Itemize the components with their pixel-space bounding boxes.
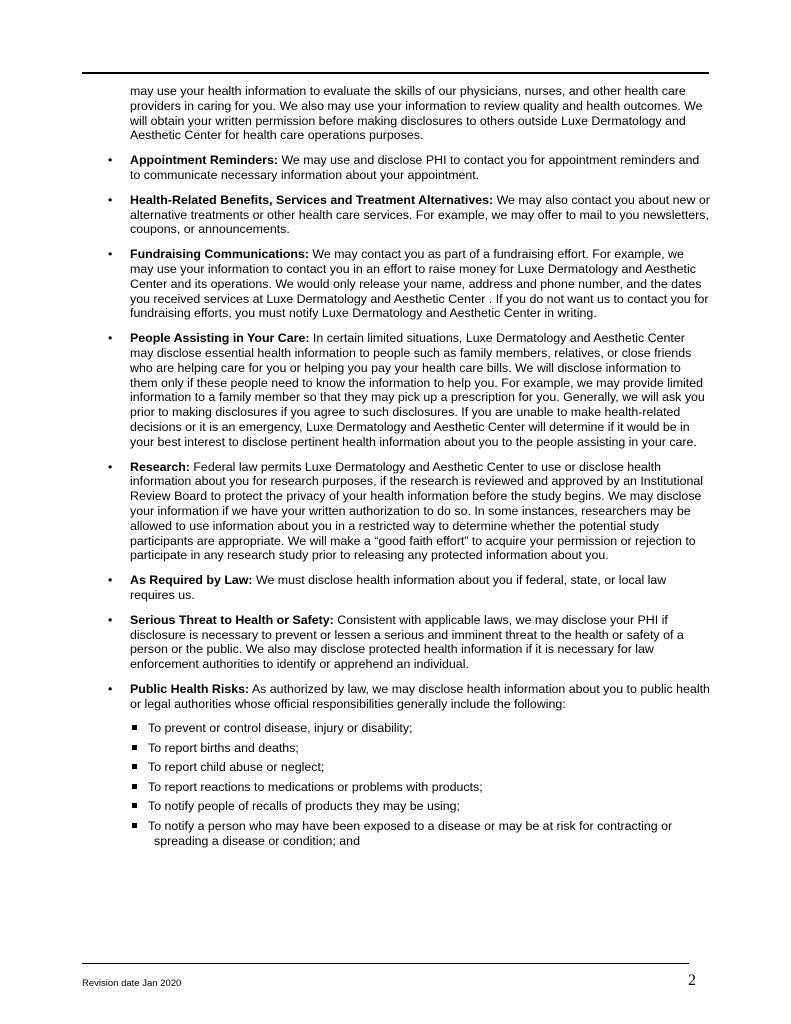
item-label: Public Health Risks: <box>130 681 250 696</box>
square-bullet-icon <box>132 784 137 789</box>
sub-item-text: To notify a person who may have been exposed to a disease or may be at risk for contracting or <box>148 818 673 833</box>
list-item-fundraising <box>108 247 710 321</box>
item-label: Appointment Reminders: <box>130 153 279 168</box>
footer-rule <box>82 963 689 964</box>
item-text: We may use and disclose PHI to contact you for appointment reminders and to communicate necessary information about your appointment. <box>130 153 700 182</box>
bullet-icon: • <box>108 573 113 588</box>
intro-paragraph: may use your health information to evaluate the skills of our physicians, nurses, and other health care providers in caring for you. We also may use your information to review quality and health outcomes. We will obtain your written permission before making disclosures to others outside Luxe Dermatology and Aesthetic Center for health care operations purposes. <box>130 84 703 143</box>
bullet-icon: • <box>108 331 113 346</box>
disclosure-list <box>108 153 710 848</box>
item-label: Health-Related Benefits, Services and Treatment Alternatives: <box>130 192 494 207</box>
item-text: In certain limited situations, Luxe Dermatology and Aesthetic Center may disclose essential health information to people such as family members, relatives, or close friends who are helping care for you or helping you pay your health care bills. We will disclose information to them only if these people need to know the information to help you. For example, we may provide limited information to a family member so that they may pick up a prescription for you. Generally, we will ask you prior to making disclosures if you agree to such disclosures. If you are unable to make health-related decisions or it is an emergency, Luxe Dermatology and Aesthetic Center will determine if it would be in your best interest to disclose pertinent health information about you to the people assisting in your care. <box>130 331 705 449</box>
list-item-public-health-risks <box>108 681 710 849</box>
sub-item-text: To notify people of recalls of products they may be using; <box>148 799 461 814</box>
bullet-icon: • <box>108 247 113 262</box>
bullet-icon: • <box>108 459 113 474</box>
sub-item <box>148 721 710 736</box>
item-label: People Assisting in Your Care: <box>130 331 310 346</box>
list-item-research <box>108 459 710 564</box>
sub-item <box>148 799 710 814</box>
sub-item-text: To report child abuse or neglect; <box>148 760 325 775</box>
square-bullet-icon <box>132 823 137 828</box>
sub-item-text: To report reactions to medications or problems with products; <box>148 779 483 794</box>
list-item-serious-threat <box>108 612 710 672</box>
bullet-icon: • <box>108 192 113 207</box>
sub-item-text: To report births and deaths; <box>148 740 299 755</box>
item-label: Serious Threat to Health or Safety: <box>130 612 334 627</box>
item-text: Consistent with applicable laws, we may disclose your PHI if disclosure is necessary to prevent or lessen a serious and imminent threat to the health or safety of a person or the public. We also may disclose protected health information if it is necessary for law enforcement authorities to identify or apprehend an individual. <box>130 612 684 672</box>
item-text: We must disclose health information about you if federal, state, or local law requires us. <box>130 573 667 602</box>
square-bullet-icon <box>132 745 137 750</box>
square-bullet-icon <box>132 764 137 769</box>
list-item-people-assisting <box>108 331 710 449</box>
bullet-icon: • <box>108 612 113 627</box>
sub-item-continuation: spreading a disease or condition; and <box>154 833 360 848</box>
square-bullet-icon <box>132 803 137 808</box>
item-text: We may also contact you about new or alternative treatments or other health care services. For example, we may offer to mail to you newsletters, coupons, or announcements. <box>130 192 710 237</box>
page-number: 2 <box>688 972 696 989</box>
top-rule <box>82 72 709 74</box>
sub-item <box>148 780 710 795</box>
bullet-icon: • <box>108 681 113 696</box>
item-label: As Required by Law: <box>130 573 253 588</box>
revision-date: Revision date Jan 2020 <box>82 978 182 989</box>
item-text: As authorized by law, we may disclose health information about you to public health or legal authorities whose official responsibilities generally include the following: <box>130 681 710 711</box>
public-health-sublist <box>130 721 710 848</box>
page-content <box>108 84 710 859</box>
square-bullet-icon <box>132 725 137 730</box>
sub-item <box>148 741 710 756</box>
bullet-icon: • <box>108 153 113 168</box>
list-item-required-by-law <box>108 573 710 603</box>
sub-item <box>148 819 710 849</box>
list-item-appointment-reminders <box>108 153 710 183</box>
list-item-health-related-benefits <box>108 192 710 237</box>
item-label: Research: <box>130 459 190 474</box>
item-text: Federal law permits Luxe Dermatology and Aesthetic Center to use or disclose health information about you for research purposes, if the research is reviewed and approved by an Institutional Review Board to protect the privacy of your health information before the study begins. We may disclose your information if we have your written authorization to do so. In some instances, researchers may be allowed to use information about you in a restricted way to determine whether the potential study participants are appropriate. We will make a “good faith effort” to acquire your permission or rejection to participate in any research study prior to releasing any protected information about you. <box>130 459 704 563</box>
sub-item <box>148 760 710 775</box>
sub-item-text: To prevent or control disease, injury or disability; <box>148 721 413 736</box>
item-label: Fundraising Communications: <box>130 247 309 262</box>
item-text: We may contact you as part of a fundraising effort. For example, we may use your information to contact you in an effort to raise money for Luxe Dermatology and Aesthetic Center and its operations. We would only release your name, address and phone number, and the dates you received services at Luxe Dermatology and Aesthetic Center . If you do not want us to contact you for fundraising efforts, you must notify Luxe Dermatology and Aesthetic Center in writing. <box>130 247 709 321</box>
